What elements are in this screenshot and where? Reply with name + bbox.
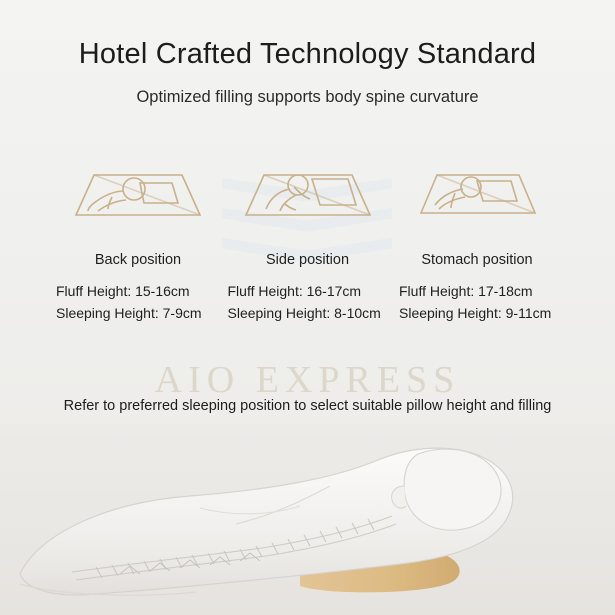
position-card-side: [224, 152, 392, 324]
sleeping-height-value: Sleeping Height: 9-11cm: [399, 304, 552, 321]
position-card-stomach: [393, 152, 561, 324]
back-sleeping-position-icon: [54, 152, 222, 230]
sleeping-height-value: Sleeping Height: 7-9cm: [56, 304, 202, 321]
selection-note: Refer to preferred sleeping position to select suitable pillow height and filling: [63, 398, 552, 414]
fluff-height-value: Fluff Height: 17-18cm: [399, 283, 533, 299]
fluff-height-value: Fluff Height: 15-16cm: [56, 283, 190, 299]
sleeping-position-cards: [0, 152, 615, 324]
stomach-sleeping-position-icon: [393, 152, 561, 230]
side-sleeping-position-icon: [224, 152, 392, 230]
page-subtitle: Optimized filling supports body spine curvature: [136, 88, 479, 106]
position-label: Back position: [94, 252, 182, 268]
page-title: Hotel Crafted Technology Standard: [78, 38, 537, 70]
sleeping-height-value: Sleeping Height: 8-10cm: [227, 304, 381, 321]
position-label: Stomach position: [421, 252, 533, 268]
position-card-back: [54, 152, 222, 324]
person-lying-on-pillow-illustration: [0, 424, 615, 615]
position-label: Side position: [265, 252, 350, 268]
fluff-height-value: Fluff Height: 16-17cm: [227, 283, 362, 299]
brand-watermark: AIO EXPRESS: [154, 359, 461, 401]
